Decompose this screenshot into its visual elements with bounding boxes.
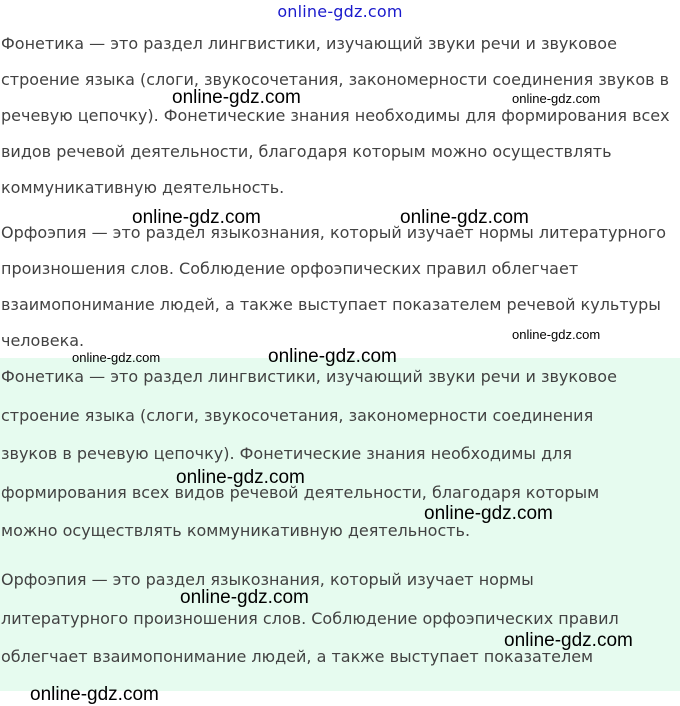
watermark: online-gdz.com — [172, 87, 301, 108]
watermark: online-gdz.com — [72, 350, 161, 365]
answer-phonetics-paragraph: Фонетика — это раздел лингвистики, изучающий звуки речи и звуковое строение языка (слоги, звукосочетания, закономерности соединения звуков в речевую цепочку). Фонетические знания необходимы для формирования всех видов речевой деятельности, благодаря которым можно осуществлять коммуникативную деятельность. — [1, 367, 617, 540]
watermark: online-gdz.com — [512, 327, 601, 342]
watermark: online-gdz.com — [30, 684, 159, 705]
watermark: online-gdz.com — [268, 346, 397, 367]
watermark: online-gdz.com — [504, 630, 633, 651]
phonetics-paragraph: Фонетика — это раздел лингвистики, изучающий звуки речи и звуковое строение языка (слоги, звукосочетания, закономерности соединения звуков в речевую цепочку). Фонетические знания необходимы для формирования всех видов речевой деятельности, благодаря которым можно осуществлять коммуникативную деятельность. — [1, 34, 670, 197]
original-text-section — [0, 24, 680, 358]
watermark: online-gdz.com — [132, 207, 261, 228]
header-watermark: online-gdz.com — [277, 2, 403, 21]
orthoepy-paragraph: Орфоэпия — это раздел языкознания, который изучает нормы литературного произношения слов. Соблюдение орфоэпических правил облегчает взаимопонимание людей, а также выступает показателем речевой культуры человека. — [1, 223, 667, 350]
watermark: online-gdz.com — [176, 467, 305, 488]
watermark: online-gdz.com — [180, 587, 309, 608]
watermark: online-gdz.com — [400, 207, 529, 228]
watermark: online-gdz.com — [512, 91, 601, 106]
watermark: online-gdz.com — [424, 503, 553, 524]
answer-orthoepy-paragraph: Орфоэпия — это раздел языкознания, который изучает нормы литературного произношения слов. Соблюдение орфоэпических правил облегчает взаимопонимание людей, а также выступает показателем — [1, 570, 619, 666]
